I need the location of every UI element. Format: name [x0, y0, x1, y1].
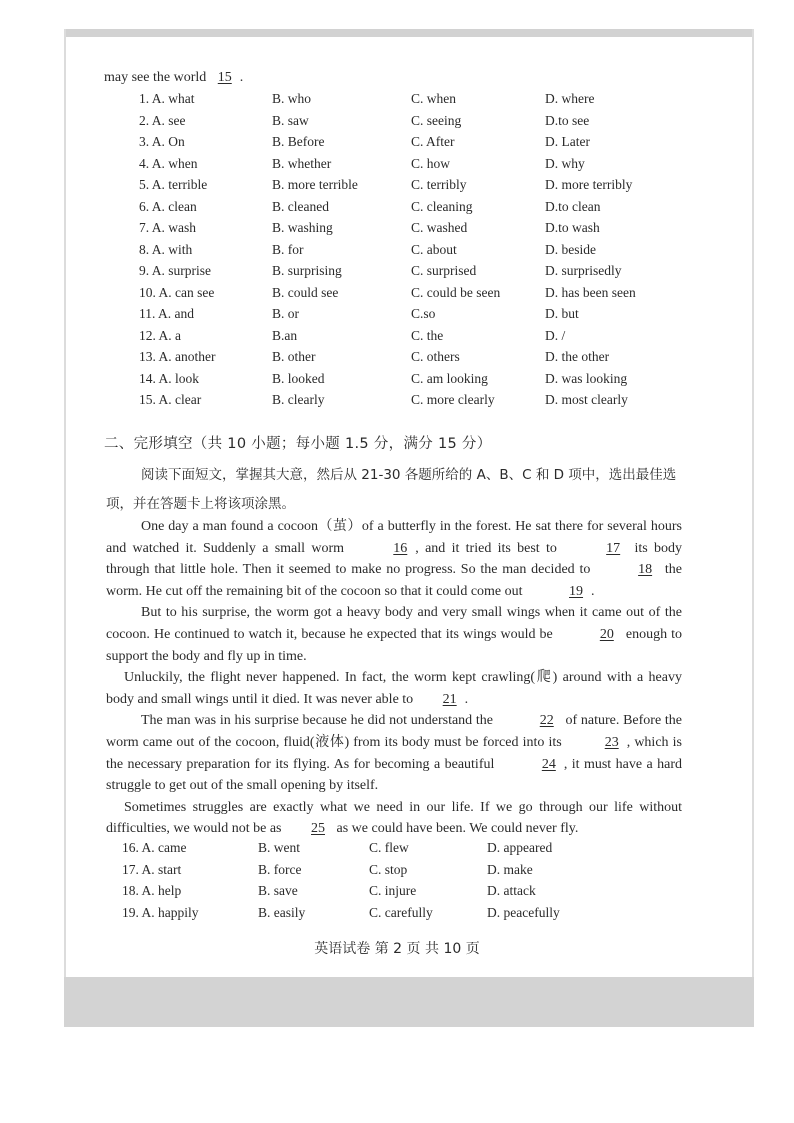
option-choice: C. cleaning: [411, 198, 473, 214]
passage-text: Sometimes struggles are exactly what we need in our life. If we go through our life without difficulties, we would not be as: [106, 799, 682, 837]
blank-15: 15: [217, 70, 232, 85]
option-choice: C. could be seen: [411, 284, 501, 300]
option-row: [0, 905, 794, 927]
option-choice: C.so: [411, 306, 436, 321]
option-choice: B.an: [272, 327, 298, 343]
option-choice: B. saw: [272, 112, 309, 128]
option-choice: 8. A. with: [139, 241, 193, 257]
option-row: [0, 371, 794, 393]
option-choice: B. force: [258, 861, 302, 877]
option-choice: 2. A. see: [139, 112, 186, 128]
option-choice: 10. A. can see: [139, 284, 215, 300]
section-title: 二、完形填空（共 10 小题；每小题 1.5 分，满分 15 分）: [104, 436, 492, 452]
passage-paragraph-2: [106, 602, 682, 667]
scan-bottom-band: [64, 977, 754, 1027]
blank-19: 19: [569, 583, 584, 599]
cloze-passage: [106, 516, 682, 840]
option-choice: D. attack: [487, 883, 536, 898]
passage-text: .: [464, 691, 469, 707]
option-row: [0, 199, 794, 221]
option-choice: B. went: [258, 840, 300, 855]
option-row: [0, 862, 794, 884]
option-choice: B. looked: [272, 370, 325, 386]
option-choice: D. has been seen: [545, 284, 636, 300]
blank-18: 18: [638, 562, 653, 578]
passage-text: of nature. Before the worm came out of the cocoon, fluid(液体) from its body must be forced into its: [106, 713, 682, 750]
option-choice: B. Before: [272, 134, 325, 149]
option-choice: C. injure: [369, 883, 417, 898]
blank-20: 20: [599, 626, 614, 642]
option-choice: D.to see: [545, 112, 590, 128]
option-choice: 15. A. clear: [139, 392, 202, 407]
option-choice: 12. A. a: [139, 327, 181, 343]
option-choice: 4. A. when: [139, 155, 198, 171]
options-table-16-19: [0, 840, 794, 926]
option-row: [0, 285, 794, 307]
option-choice: D. where: [545, 91, 595, 106]
option-choice: 9. A. surprise: [139, 263, 211, 278]
option-choice: D. was looking: [545, 370, 628, 386]
option-row: [0, 134, 794, 156]
option-row: [0, 113, 794, 135]
option-row: [0, 263, 794, 285]
option-choice: B. whether: [272, 155, 332, 171]
option-choice: D. why: [545, 155, 585, 171]
passage-text: enough to support the body and fly up in time.: [106, 626, 683, 664]
option-choice: B. easily: [258, 904, 306, 920]
option-choice: 16. A. came: [122, 840, 187, 855]
option-choice: 13. A. another: [139, 349, 216, 364]
option-choice: 6. A. clean: [139, 198, 197, 214]
option-choice: B. more terrible: [272, 177, 358, 192]
option-choice: D. more terribly: [545, 177, 633, 192]
option-choice: D. Later: [545, 134, 590, 149]
option-choice: B. or: [272, 306, 299, 321]
option-choice: C. carefully: [369, 904, 433, 920]
option-choice: C. After: [411, 134, 455, 149]
option-row: [0, 840, 794, 862]
option-choice: D. /: [545, 327, 566, 343]
option-row: [0, 177, 794, 199]
blank-24: 24: [541, 756, 556, 772]
passage-paragraph-5: [106, 797, 682, 840]
passage-paragraph-4: [106, 710, 682, 796]
intro-end: .: [239, 70, 244, 85]
option-choice: 5. A. terrible: [139, 177, 208, 192]
option-choice: D.to clean: [545, 198, 601, 214]
option-choice: C. terribly: [411, 177, 467, 192]
option-choice: C. am looking: [411, 370, 488, 386]
blank-16: 16: [393, 540, 408, 556]
option-choice: C. how: [411, 155, 451, 171]
option-choice: D. most clearly: [545, 392, 628, 407]
option-choice: 17. A. start: [122, 861, 182, 877]
option-row: [0, 156, 794, 178]
option-choice: B. surprising: [272, 263, 342, 278]
option-choice: D. the other: [545, 349, 610, 364]
option-choice: 3. A. On: [139, 134, 185, 149]
passage-text: One day a man found a cocoon（茧）of a butterfly in the forest. He sat there for several hours and watched it. Suddenly a small worm: [106, 519, 682, 556]
option-choice: C. washed: [411, 220, 468, 235]
intro-line: [104, 70, 243, 86]
passage-paragraph-3: [106, 667, 682, 710]
option-choice: 18. A. help: [122, 883, 182, 898]
option-choice: D. beside: [545, 241, 596, 257]
blank-17: 17: [606, 540, 621, 556]
intro-text: may see the world: [104, 70, 207, 85]
blank-22: 22: [539, 713, 554, 729]
passage-paragraph-1: [106, 516, 682, 602]
option-row: [0, 328, 794, 350]
passage-text: , and it tried its best to: [415, 540, 564, 556]
option-choice: C. more clearly: [411, 392, 495, 407]
option-choice: D. surprisedly: [545, 263, 622, 278]
page-footer: 英语试卷 第 2 页 共 10 页: [314, 941, 480, 957]
passage-text: its body through that little hole. Then it seemed to make no progress. So the man decided to: [106, 540, 682, 578]
passage-text: the worm. He cut off the remaining bit of the cocoon so that it could come out: [106, 562, 682, 599]
option-choice: D. but: [545, 306, 579, 321]
option-row: [0, 306, 794, 328]
option-choice: D. appeared: [487, 840, 553, 855]
option-choice: 7. A. wash: [139, 220, 196, 235]
option-choice: B. cleaned: [272, 198, 329, 214]
option-choice: 11. A. and: [139, 306, 194, 321]
section-instruction: 阅读下面短文，掌握其大意，然后从 21-30 各题所给的 A、B、C 和 D 项中，选出最佳选项，并在答题卡上将该项涂黑。: [106, 467, 677, 512]
option-choice: B. other: [272, 349, 316, 364]
blank-25: 25: [311, 821, 325, 837]
option-choice: 14. A. look: [139, 370, 200, 386]
option-choice: B. washing: [272, 220, 333, 235]
passage-text: But to his surprise, the worm got a heavy body and very small wings when it came out of the cocoon. He continued to watch it, because he expected that its wings would be: [106, 605, 682, 642]
options-table-1-15: [0, 91, 794, 414]
option-choice: D. peacefully: [487, 904, 560, 920]
option-row: [0, 883, 794, 905]
option-choice: C. the: [411, 327, 444, 343]
option-choice: B. for: [272, 241, 304, 257]
option-row: [0, 91, 794, 113]
option-choice: 1. A. what: [139, 91, 195, 106]
option-choice: C. surprised: [411, 263, 477, 278]
option-choice: B. who: [272, 91, 312, 106]
option-choice: C. about: [411, 241, 457, 257]
passage-text: The man was in his surprise because he did not understand the: [141, 713, 497, 729]
option-choice: 19. A. happily: [122, 904, 199, 920]
option-row: [0, 349, 794, 371]
scan-top-border: [64, 29, 754, 37]
option-choice: C. others: [411, 349, 460, 364]
blank-21: 21: [442, 691, 457, 707]
option-row: [0, 392, 794, 414]
option-choice: C. seeing: [411, 112, 462, 128]
option-choice: B. could see: [272, 284, 339, 300]
option-choice: B. clearly: [272, 392, 325, 407]
option-choice: C. stop: [369, 861, 408, 877]
option-row: [0, 220, 794, 242]
option-choice: B. save: [258, 883, 298, 898]
option-choice: D.to wash: [545, 220, 600, 235]
option-choice: D. make: [487, 861, 533, 877]
passage-text: as we could have been. We could never fly.: [333, 821, 579, 837]
passage-text: , which is the necessary preparation for its flying. As for becoming a beautiful: [106, 734, 682, 772]
passage-text: .: [591, 583, 595, 599]
option-row: [0, 242, 794, 264]
passage-text: Unluckily, the flight never happened. In fact, the worm kept crawling(爬) around with a heavy body and small wings until it died. It was never able to: [106, 670, 682, 707]
blank-23: 23: [604, 734, 619, 750]
option-choice: C. flew: [369, 840, 409, 855]
option-choice: C. when: [411, 91, 456, 106]
passage-text: , it must have a hard struggle to get out of the small opening by itself.: [106, 756, 682, 794]
